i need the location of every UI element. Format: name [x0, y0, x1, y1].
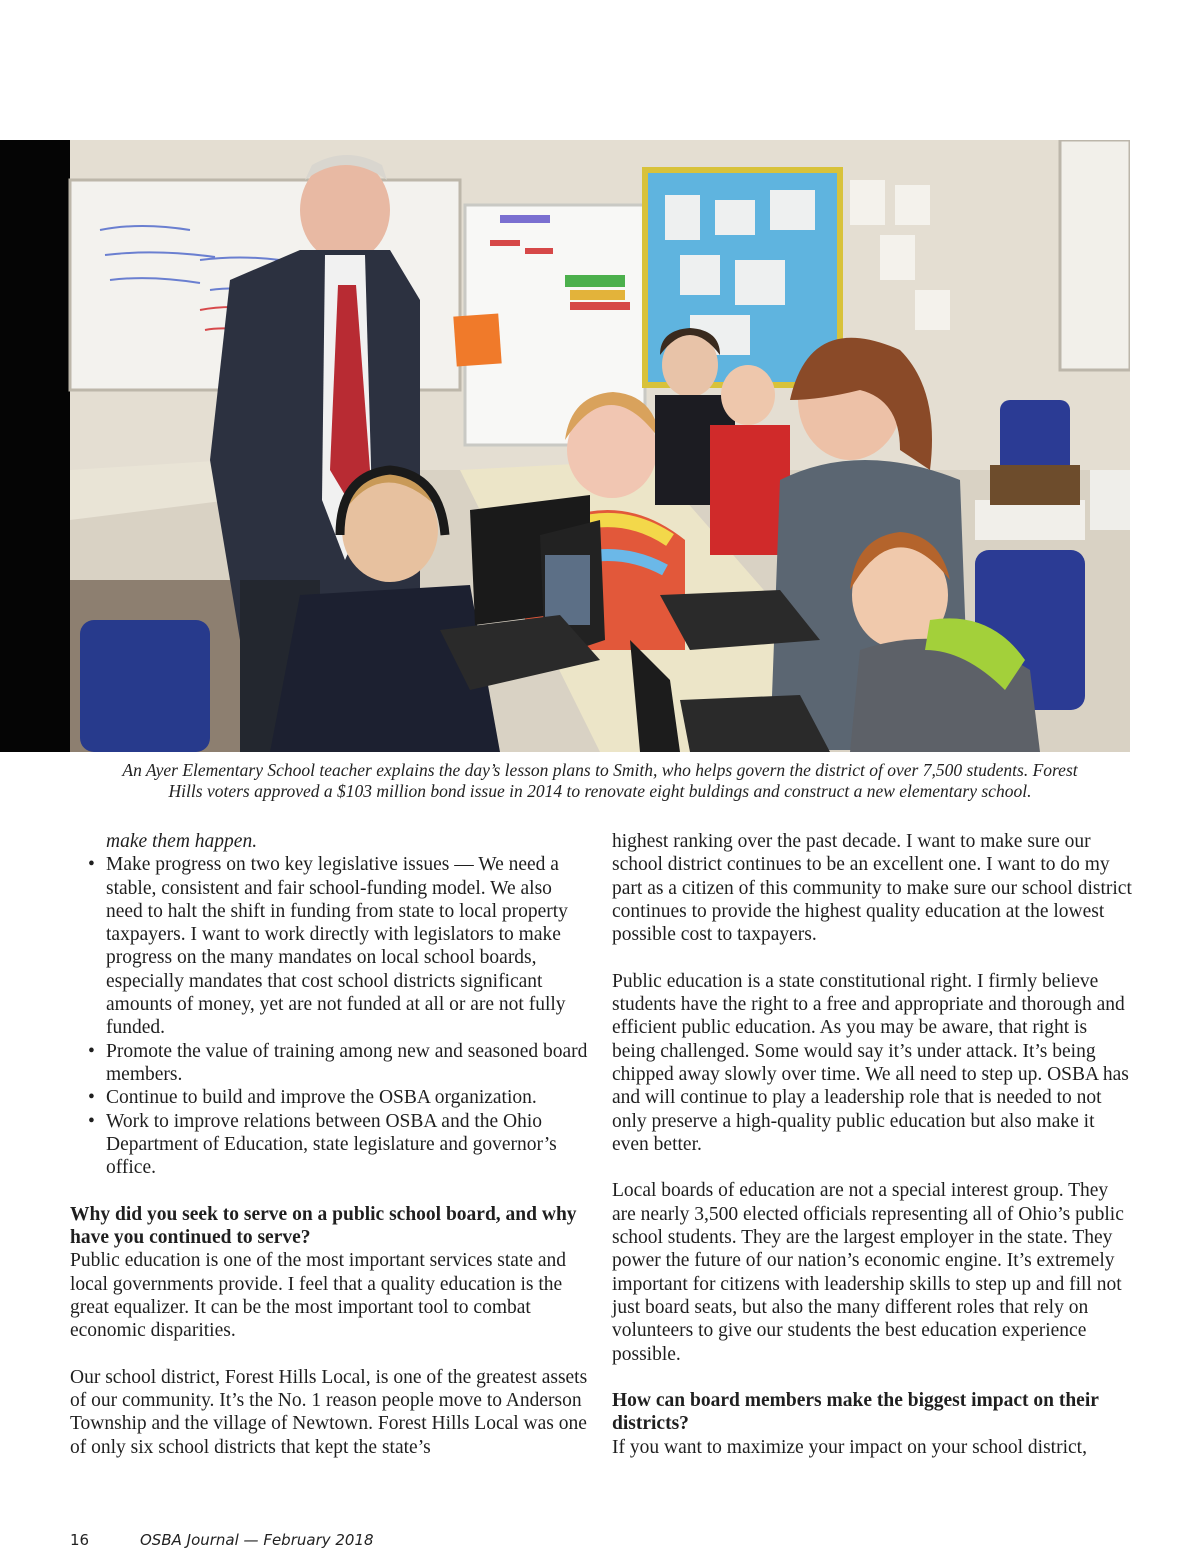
- answer-paragraph: Public education is a state constitutional right. I firmly believe students have the right to a free and appropriate and thorough and efficient public education. As you may be aware, that right is being challenged. Some would say it’s under attack. It’s being chipped away slowly over time. We all need to step up. OSBA has and will continue to play a leadership role that is needed to not only preserve a high-quality public education but also make it even better.: [612, 970, 1129, 1155]
- answer-paragraph: highest ranking over the past decade. I want to make sure our school district continues to be an excellent one. I want to do my part as a citizen of this community to make sure our school district continues to provide the highest quality education at the lowest possible cost to taxpayers.: [612, 831, 1132, 946]
- page-footer: [70, 1531, 374, 1549]
- answer-paragraph: Public education is one of the most important services state and local governments provide. I feel that a quality education is the great equalizer. It can be the most important tool to combat economic disparities.: [70, 1250, 567, 1342]
- question-heading: How can board members make the biggest impact on their districts?: [612, 1390, 1099, 1435]
- page-number: 16: [70, 1531, 90, 1549]
- answer-paragraph: Local boards of education are not a special interest group. They are nearly 3,500 elected officials representing all of Ohio’s public school students. They are the largest employer in the state. They power the future of our nation’s economic engine. It’s extremely important for citizens with leadership skills to step up and fill not just board seats, but also the many different roles that rely on volunteers to give our students the best education experience possible.: [612, 1180, 1124, 1365]
- list-item: • Promote the value of training among new and seasoned board members.: [70, 1040, 590, 1087]
- question-heading: Why did you seek to serve on a public school board, and why have you continued to serve?: [70, 1203, 577, 1249]
- list-item: • Work to improve relations between OSBA and the Ohio Department of Education, state legislature and governor’s office.: [70, 1110, 590, 1180]
- answer-paragraph: Our school district, Forest Hills Local, is one of the greatest assets of our community. It’s the No. 1 reason people move to Anderson Township and the village of Newtown. Forest Hills Local was one of only six school districts that kept the state’s: [70, 1366, 588, 1458]
- right-column: [612, 830, 1132, 1459]
- classroom-photo-icon: [0, 140, 1130, 752]
- journal-name: OSBA Journal — February 2018: [140, 1531, 374, 1549]
- list-item: • Make progress on two key legislative issues — We need a stable, consistent and fair school-funding model. We also need to halt the shift in funding from state to local property taxpayers. I want to work directly with legislators to make progress on the many mandates on local school boards, especially mandates that cost school districts significant amounts of money, yet are not funded at all or are not fully funded.: [70, 853, 590, 1039]
- lead-in-text: make them happen.: [106, 831, 258, 852]
- answer-paragraph: If you want to maximize your impact on your school district,: [612, 1436, 1087, 1458]
- caption-line-2: Hills voters approved a $103 million bond issue in 2014 to renovate eight buldings and construct a new elementary school.: [168, 781, 1032, 801]
- photo-caption: [70, 760, 1130, 802]
- left-column: [70, 830, 590, 1459]
- caption-line-1: An Ayer Elementary School teacher explains the day’s lesson plans to Smith, who helps govern the district of over 7,500 students. Forest: [122, 760, 1078, 780]
- goals-list: [70, 853, 590, 1179]
- classroom-photo: [0, 140, 1130, 752]
- list-item: • Continue to build and improve the OSBA organization.: [70, 1086, 590, 1109]
